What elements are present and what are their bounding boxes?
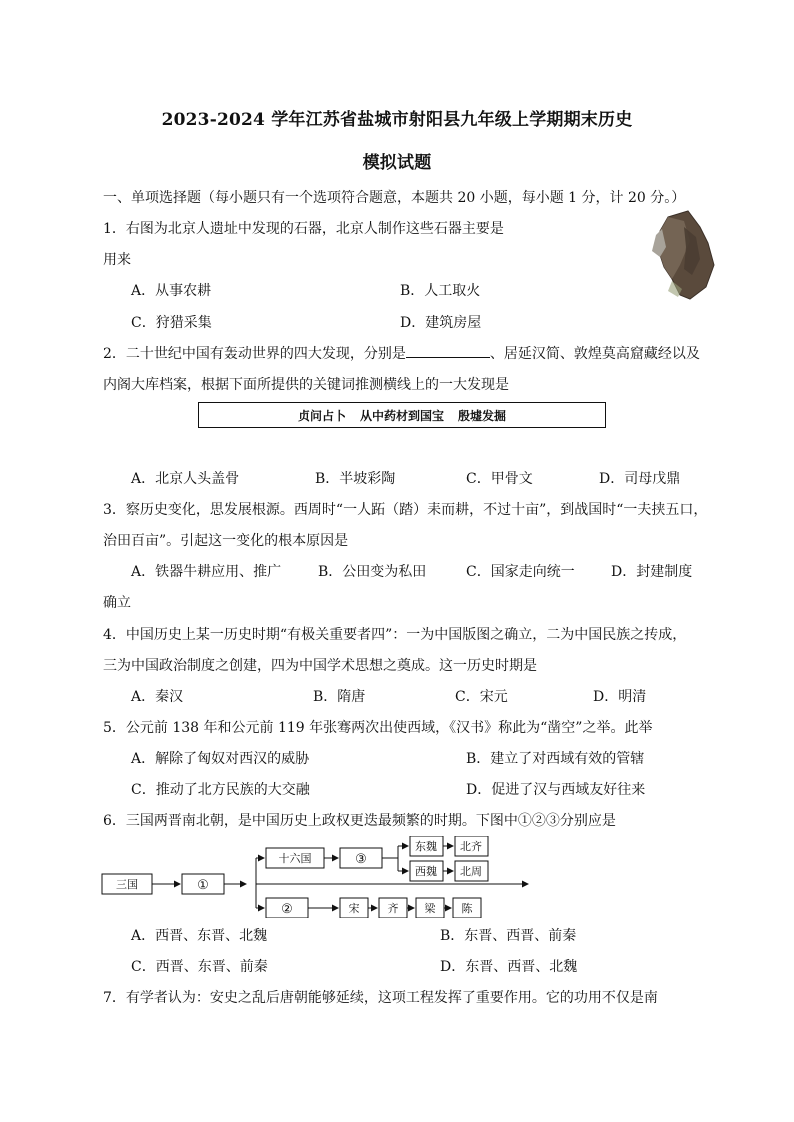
q6-option-c: C．西晋、东晋、前秦 <box>131 959 268 975</box>
q1-option-c: C．狩猎采集 <box>131 315 212 331</box>
q1-option-a: A．从事农耕 <box>131 283 212 299</box>
q3-option-b: B．公田变为私田 <box>318 564 427 580</box>
page-subtitle: 模拟试题 <box>362 153 432 173</box>
stone-tool-image <box>638 207 724 303</box>
q2-option-d: D．司母戊鼎 <box>599 471 681 487</box>
label-circle2: ② <box>281 902 293 917</box>
q2-stem-part-b: 、居延汉简、敦煌莫高窟藏经以及 <box>489 346 700 362</box>
label-beizhou: 北周 <box>460 865 482 878</box>
q2-keyword-box <box>198 402 606 428</box>
q6-stem-line1: 6．三国两晋南北朝，是中国历史上政权更迭最频繁的时期。下图中①②③分别应是 <box>103 813 616 829</box>
label-xiwei: 西魏 <box>415 865 437 878</box>
q5-stem-line1: 5．公元前 138 年和公元前 119 年张骞两次出使西域，《汉书》称此为“凿空”之举。此举 <box>103 720 653 736</box>
q3-stem-line1: 3．察历史变化，思发展根源。西周时“一人跖（踏）耒而耕，不过十亩”，到战国时“一夫挟五口， <box>103 502 708 518</box>
q1-option-d: D．建筑房屋 <box>400 315 482 331</box>
q4-stem-line2: 三为中国政治制度之创建，四为中国学术思想之奠成。这一历史时期是 <box>103 658 537 674</box>
q1-stem-line1: 1．右图为北京人遗址中发现的石器，北京人制作这些石器主要是 <box>103 221 504 237</box>
label-circle1: ① <box>197 878 209 893</box>
q5-option-c: C．推动了北方民族的大交融 <box>131 782 310 798</box>
q2-keyword-2: 从中药材到国宝 <box>359 408 444 423</box>
q4-option-a: A．秦汉 <box>131 689 184 705</box>
q3-option-d: D．封建制度 <box>611 564 693 580</box>
label-dongwei: 东魏 <box>415 840 437 853</box>
q1-stem-line2: 用来 <box>103 252 131 268</box>
q2-option-b: B．半坡彩陶 <box>315 471 396 487</box>
q2-option-a: A．北京人头盖骨 <box>131 471 240 487</box>
label-liang: 梁 <box>424 902 436 915</box>
q5-option-d: D．促进了汉与西域友好往来 <box>466 782 646 798</box>
q7-stem-line1: 7．有学者认为：安史之乱后唐朝能够延续，这项工程发挥了重要作用。它的功用不仅是南 <box>103 990 658 1006</box>
q6-option-a: A．西晋、东晋、北魏 <box>131 928 268 944</box>
q3-option-a: A．铁器牛耕应用、推广 <box>131 564 282 580</box>
q5-option-a: A．解除了匈奴对西汉的威胁 <box>131 751 310 767</box>
q4-option-b: B．隋唐 <box>313 689 366 705</box>
page-title: 2023-2024 学年江苏省盐城市射阳县九年级上学期期末历史 <box>161 110 633 130</box>
label-qi: 齐 <box>387 902 399 915</box>
q3-stem-line2: 治田百亩”。引起这一变化的根本原因是 <box>103 533 349 549</box>
label-sanguo: 三国 <box>116 878 138 891</box>
q1-option-b: B．人工取火 <box>400 283 481 299</box>
label-beiqi: 北齐 <box>460 840 482 853</box>
label-circle3: ③ <box>355 852 367 867</box>
q3-option-c: C．国家走向统一 <box>466 564 575 580</box>
q2-stem-line1 <box>103 343 700 363</box>
q2-keyword-3: 殷墟发掘 <box>458 408 507 423</box>
q2-answer-blank <box>406 343 490 358</box>
q2-stem-line2: 内阁大库档案，根据下面所提供的关键词推测横线上的一大发现是 <box>103 377 509 393</box>
section-heading: 一、单项选择题（每小题只有一个选项符合题意，本题共 20 小题，每小题 1 分，计 20 分。） <box>103 190 686 206</box>
q2-option-c: C．甲骨文 <box>466 471 533 487</box>
label-shiliuguo: 十六国 <box>278 852 312 865</box>
q5-option-b: B．建立了对西域有效的管辖 <box>466 751 645 767</box>
label-song: 宋 <box>348 902 360 915</box>
q4-option-d: D．明清 <box>593 689 647 705</box>
q4-stem-line1: 4．中国历史上某一历史时期“有极关重要者四”：一为中国版图之确立，二为中国民族之抟成， <box>103 627 687 643</box>
q2-stem-part-a: 2．二十世纪中国有轰动世界的四大发现，分别是 <box>103 346 406 362</box>
dynasty-flow-diagram <box>100 836 540 918</box>
q6-option-b: B．东晋、西晋、前秦 <box>440 928 577 944</box>
q6-option-d: D．东晋、西晋、北魏 <box>440 959 578 975</box>
q2-keyword-1: 贞问占卜 <box>297 408 346 423</box>
q3-option-d-continued: 确立 <box>103 595 131 611</box>
q4-option-c: C．宋元 <box>455 689 508 705</box>
label-chen: 陈 <box>461 902 473 915</box>
